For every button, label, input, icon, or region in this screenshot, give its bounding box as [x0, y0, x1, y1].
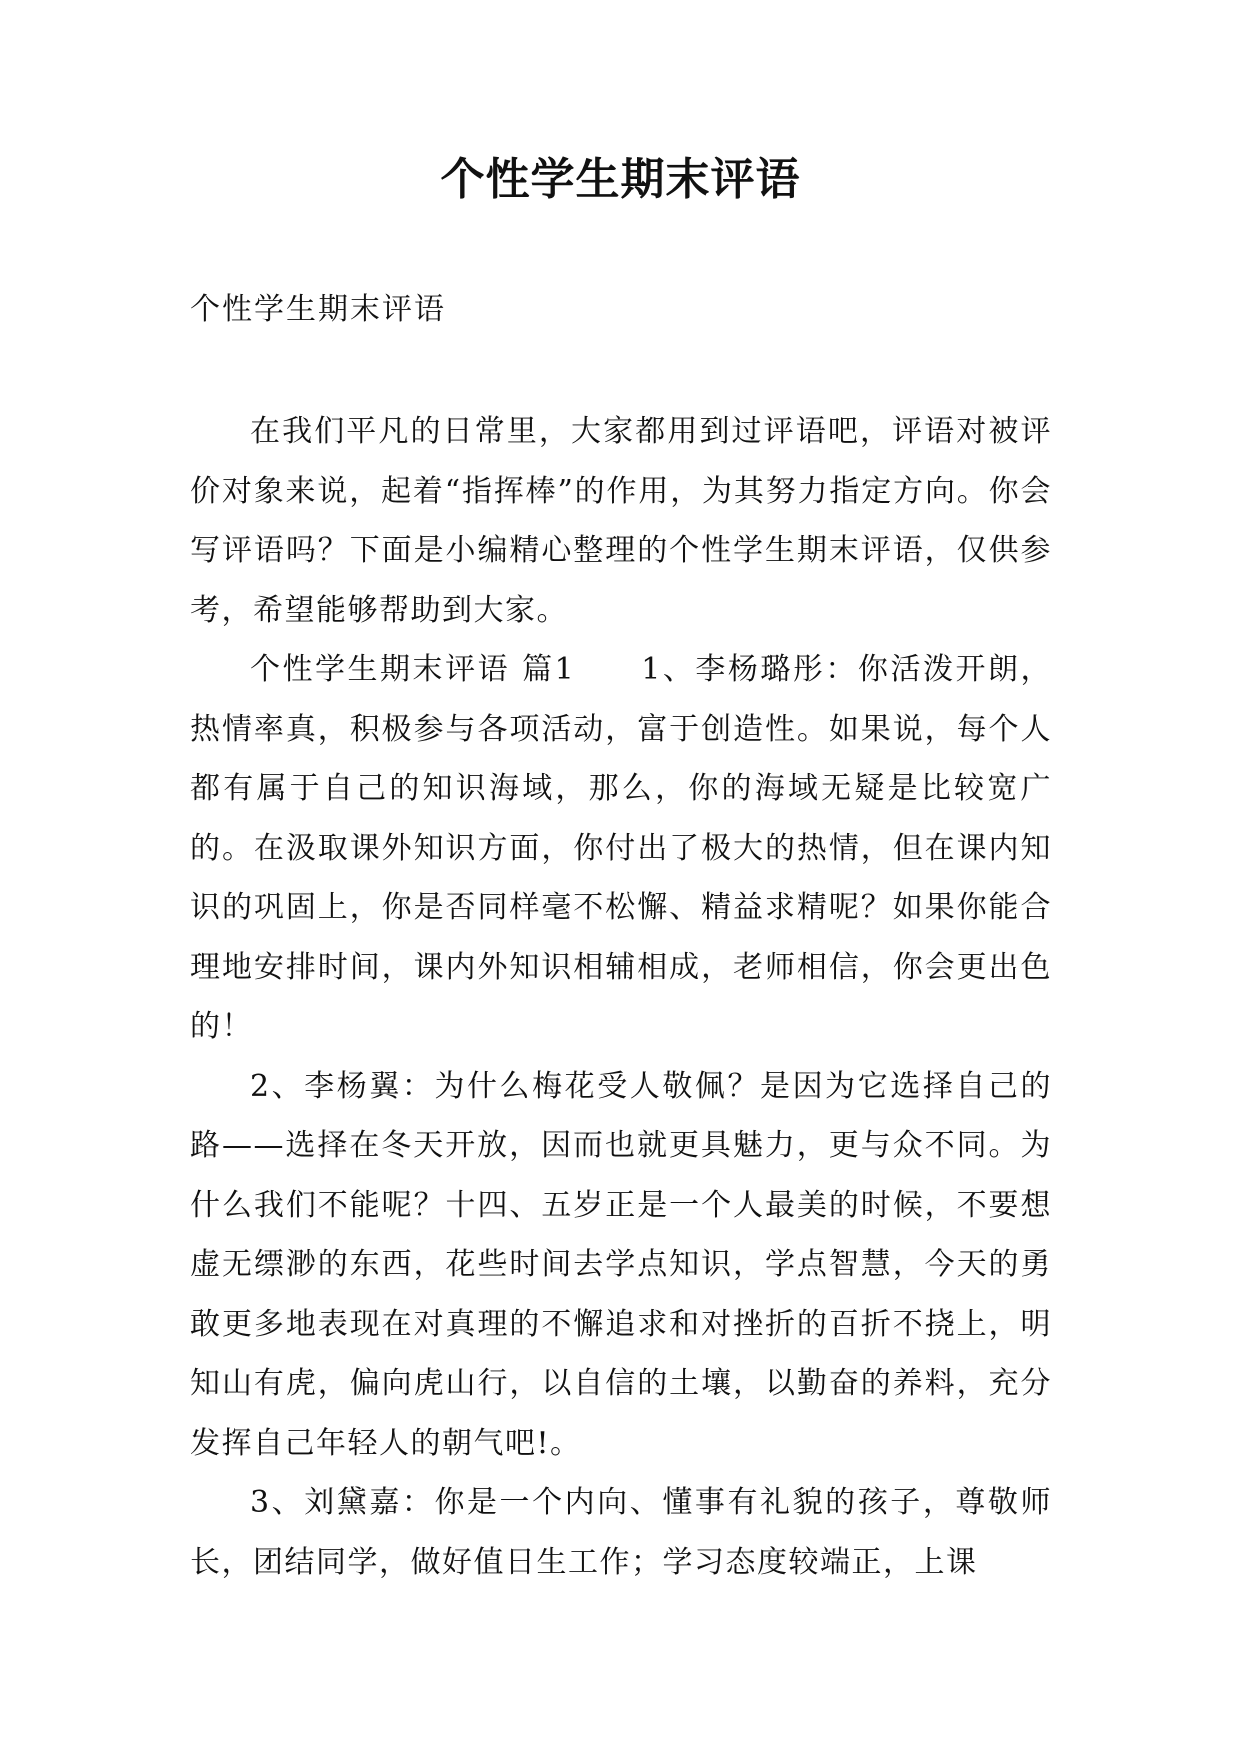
comment-paragraph-2: 2、李杨翼：为什么梅花受人敬佩？是因为它选择自己的路——选择在冬天开放，因而也就更具魅力，更与众不同。为什么我们不能呢？十四、五岁正是一个人最美的时候，不要想虚无缥渺的东西，花些时间去学点知识，学点智慧，今天的勇敢更多地表现在对真理的不懈追求和对挫折的百折不挠上，明知山有虎，偏向虎山行，以自信的土壤，以勤奋的养料，充分发挥自己年轻人的朝气吧!。 — [190, 1068, 1052, 1461]
comment-paragraph-1: 个性学生期末评语 篇1 1、李杨璐彤：你活泼开朗，热情率真，积极参与各项活动，富于创造性。如果说，每个人都有属于自己的知识海域，那么，你的海域无疑是比较宽广的。在汲取课外知识方面，你付出了极大的热情，但在课内知识的巩固上，你是否同样毫不松懈、精益求精呢？如果你能合理地安排时间，课内外知识相辅相成，老师相信，你会更出色的！ — [190, 652, 1052, 1044]
intro-paragraph: 在我们平凡的日常里，大家都用到过评语吧，评语对被评价对象来说，起着“指挥棒”的作用，为其努力指定方向。你会写评语吗？下面是小编精心整理的个性学生期末评语，仅供参考，希望能够帮助到大家。 — [190, 414, 1052, 628]
document-body — [190, 402, 1052, 1592]
document-title: 个性学生期末评语 — [440, 154, 801, 205]
document-subtitle: 个性学生期末评语 — [190, 292, 446, 327]
comment-paragraph-3: 3、刘黛嘉：你是一个内向、懂事有礼貌的孩子，尊敬师长，团结同学，做好值日生工作；学习态度较端正，上课 — [190, 1485, 1052, 1580]
